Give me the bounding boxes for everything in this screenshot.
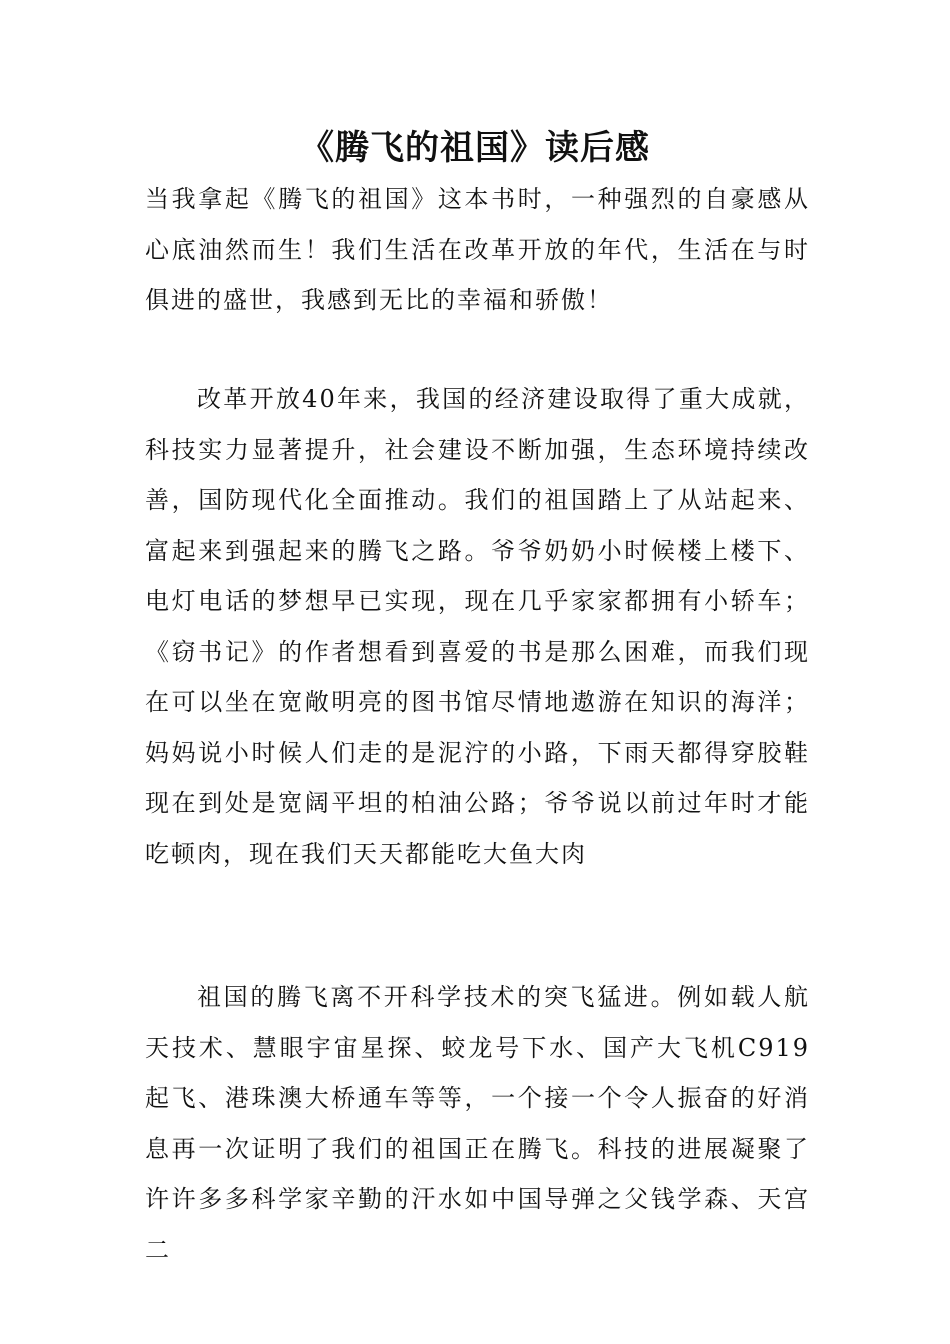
paragraph-reform: 改革开放40年来，我国的经济建设取得了重大成就，科技实力显著提升，社会建设不断加强，生态环境持续改善，国防现代化全面推动。我们的祖国踏上了从站起来、富起来到强起来的腾飞之路。爷爷奶奶小时候楼上楼下、电灯电话的梦想早已实现，现在几乎家家都拥有小轿车；《窃书记》的作者想看到喜爱的书是那么困难，而我们现在可以坐在宽敞明亮的图书馆尽情地遨游在知识的海洋；妈妈说小时候人们走的是泥泞的小路，下雨天都得穿胶鞋现在到处是宽阔平坦的柏油公路；爷爷说以前过年时才能吃顿肉，现在我们天天都能吃大鱼大肉 xyxy=(145,385,810,868)
paragraph-technology: 祖国的腾飞离不开科学技术的突飞猛进。例如载人航天技术、慧眼宇宙星探、蛟龙号下水、国产大飞机C919起飞、港珠澳大桥通车等等，一个接一个令人振奋的好消息再一次证明了我们的祖国正在腾飞。科技的进展凝聚了许许多多科学家辛勤的汗水如中国导弹之父钱学森、天宫二 xyxy=(145,983,810,1264)
document-title: 《腾飞的祖国》读后感 xyxy=(300,128,650,168)
paragraph-intro: 当我拿起《腾飞的祖国》这本书时，一种强烈的自豪感从心底油然而生！我们生活在改革开放的年代，生活在与时俱进的盛世，我感到无比的幸福和骄傲！ xyxy=(145,185,810,314)
